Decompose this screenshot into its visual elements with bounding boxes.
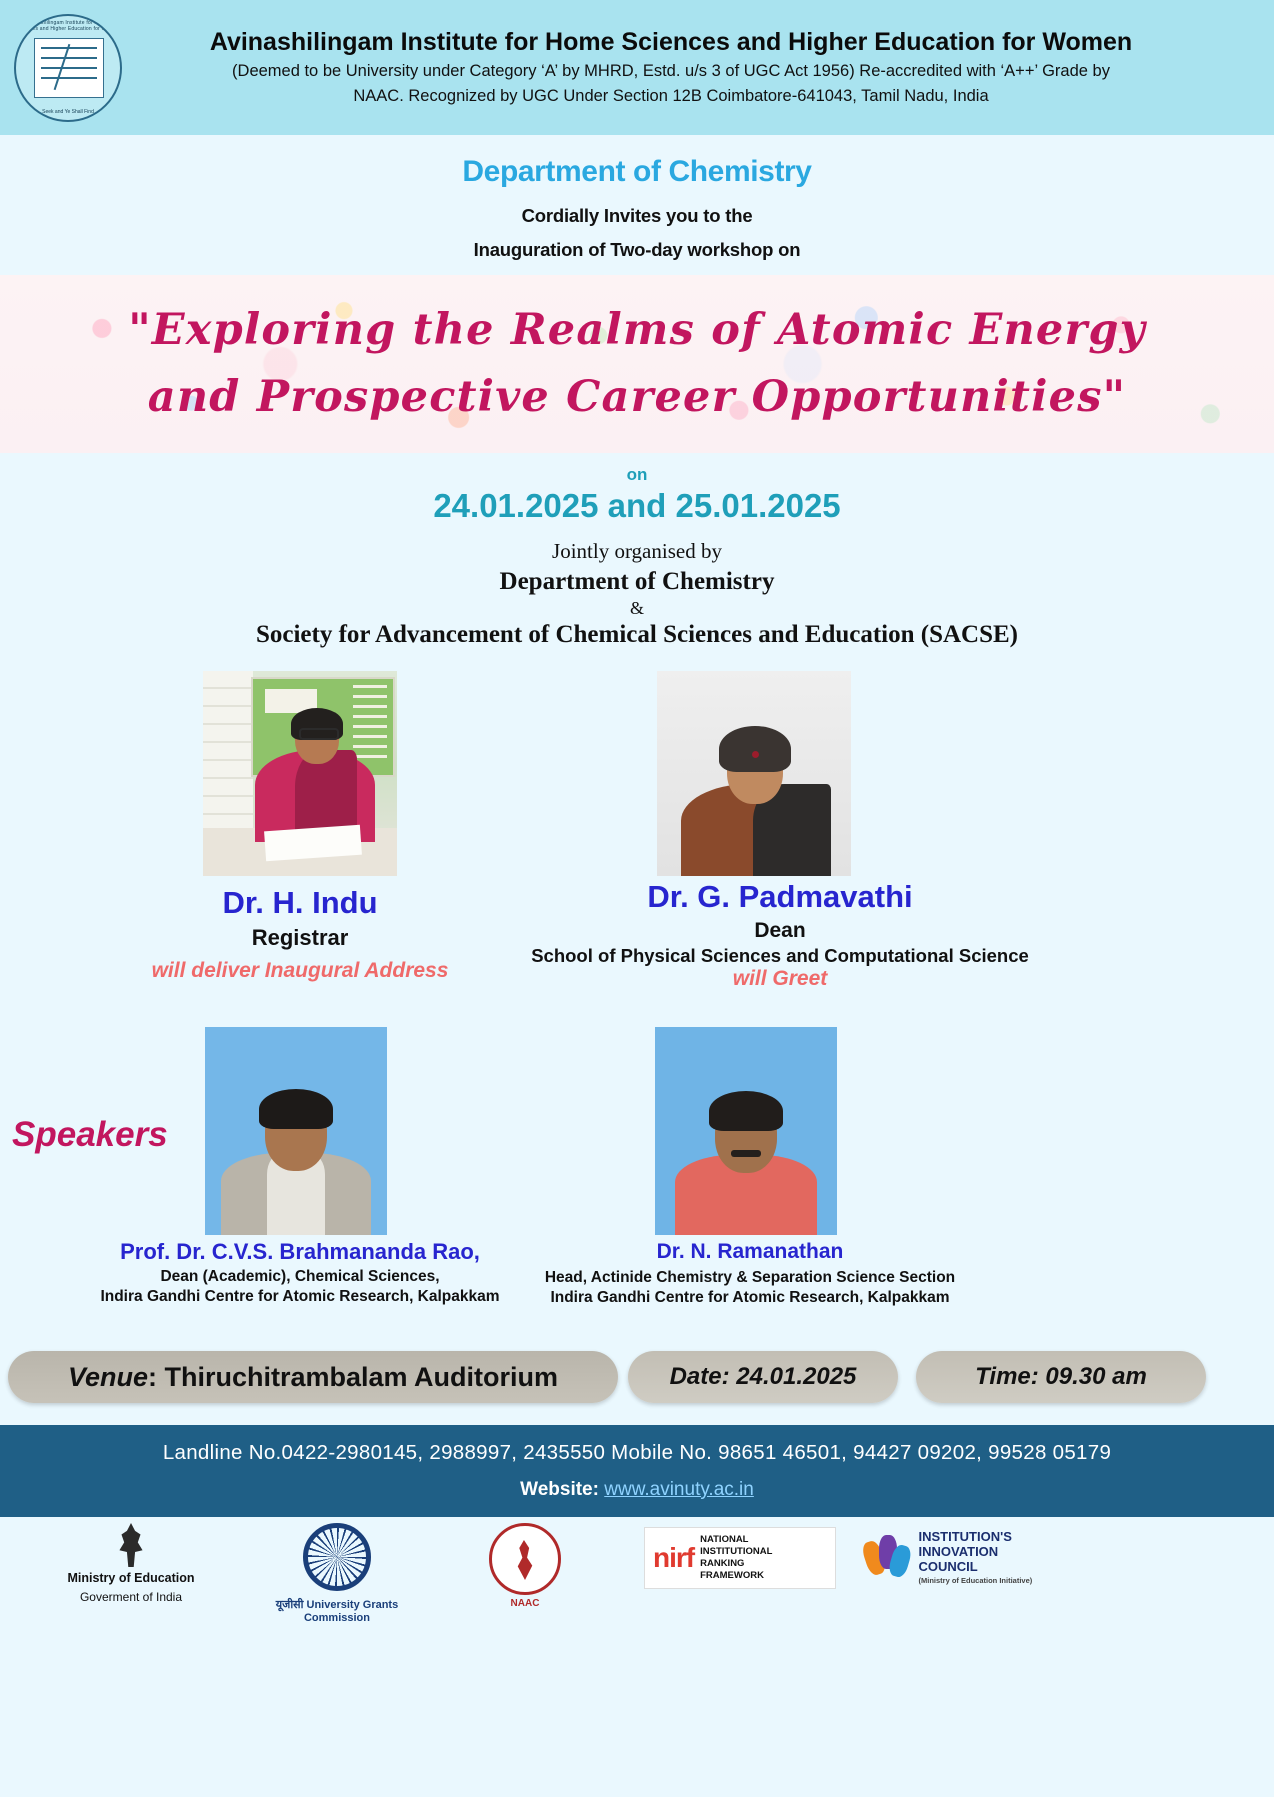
photo-dr-g-padmavathi bbox=[657, 671, 851, 876]
logo-top-text: Avinashilingam Institute for Home Sciences and Higher Education for Women bbox=[16, 19, 120, 32]
workshop-title-band bbox=[0, 275, 1274, 453]
university-logo-icon bbox=[14, 14, 122, 122]
speaker-name-2: Dr. N. Ramanathan bbox=[656, 1240, 844, 1263]
speaker-affiliation-1-line2: Indira Gandhi Centre for Atomic Research, Kalpakkam bbox=[100, 1288, 500, 1305]
photo-prof-brahmananda-rao bbox=[205, 1027, 387, 1235]
institute-name: Avinashilingam Institute for Home Sciences and Higher Education for Women bbox=[209, 27, 1133, 56]
nirf-line3: RANKING bbox=[700, 1558, 745, 1569]
naac-label: NAAC bbox=[510, 1598, 540, 1609]
poster-header bbox=[0, 0, 1274, 135]
speaker-name-1: Prof. Dr. C.V.S. Brahmananda Rao, bbox=[120, 1239, 480, 1264]
invite-line-2: Inauguration of Two-day workshop on bbox=[473, 239, 801, 260]
dignitary-name-2: Dr. G. Padmavathi bbox=[647, 879, 913, 914]
venue-value: : Thiruchitrambalam Auditorium bbox=[148, 1361, 559, 1392]
department-title: Department of Chemistry bbox=[462, 155, 812, 188]
logo-emblem bbox=[34, 38, 104, 98]
workshop-title-line-2: and Prospective Career Opportunities" bbox=[147, 372, 1127, 422]
footer-logos bbox=[0, 1517, 1274, 1645]
jointly-organised-label: Jointly organised by bbox=[552, 539, 722, 563]
iic-line1: INSTITUTION'S bbox=[918, 1529, 1012, 1545]
dignitary-role-2-line2: School of Physical Sciences and Computational Science bbox=[531, 945, 1029, 966]
ashoka-emblem-icon bbox=[114, 1523, 148, 1567]
nirf-line2: INSTITUTIONAL bbox=[700, 1546, 773, 1558]
dignitary-name-1: Dr. H. Indu bbox=[222, 885, 378, 920]
venue-pill bbox=[8, 1351, 618, 1403]
organiser-1: Department of Chemistry bbox=[499, 568, 775, 595]
iic-line4: (Ministry of Education Initiative) bbox=[918, 1576, 1033, 1586]
venue-label: Venue bbox=[67, 1361, 148, 1392]
photo-dr-h-indu bbox=[203, 671, 397, 876]
speaker-affiliation-2-line2: Indira Gandhi Centre for Atomic Research, Kalpakkam bbox=[550, 1289, 950, 1306]
iic-logo-icon bbox=[862, 1527, 1072, 1589]
nirf-line4: FRAMEWORK bbox=[700, 1569, 764, 1581]
speaker-affiliation-1-line1: Dean (Academic), Chemical Sciences, bbox=[160, 1268, 440, 1285]
website-label: Website: bbox=[520, 1479, 599, 1500]
header-text-block bbox=[122, 28, 1260, 107]
dignitary-role-1: Registrar bbox=[251, 925, 349, 950]
iic-line3: COUNCIL bbox=[918, 1559, 978, 1575]
ugc-logo-icon bbox=[262, 1523, 412, 1624]
logo-bottom-text: Seek and Ye Shall Find bbox=[42, 108, 94, 115]
ministry-label-line1: Ministry of Education bbox=[67, 1571, 195, 1585]
nirf-line1: NATIONAL bbox=[700, 1534, 749, 1546]
naac-seal-icon bbox=[489, 1523, 561, 1595]
time-pill: Time: 09.30 am bbox=[916, 1351, 1206, 1403]
dignitary-action-1: will deliver Inaugural Address bbox=[151, 959, 449, 982]
nirf-wordmark: nirf bbox=[653, 1542, 695, 1573]
speakers-row bbox=[0, 1027, 1274, 1347]
photo-dr-n-ramanathan bbox=[655, 1027, 837, 1235]
institute-subline-2: NAAC. Recognized by UGC Under Section 12B Coimbatore-641043, Tamil Nadu, India bbox=[353, 86, 989, 105]
naac-logo-icon bbox=[450, 1523, 600, 1609]
speakers-label: Speakers bbox=[12, 1115, 168, 1154]
organiser-2: Society for Advancement of Chemical Sciences and Education (SACSE) bbox=[255, 621, 1019, 648]
dignitary-role-2-line1: Dean bbox=[754, 919, 806, 942]
dignitaries-row bbox=[0, 671, 1274, 1021]
ministry-of-education-logo-icon bbox=[56, 1523, 206, 1604]
logistics-row bbox=[0, 1351, 1274, 1411]
organisers-block bbox=[0, 539, 1274, 649]
institute-subline-1: (Deemed to be University under Category ‘A’ by MHRD, Estd. u/s 3 of UGC Act 1956) Re-accredited with ‘A++’ Grade by bbox=[232, 61, 1110, 80]
iic-mark-icon bbox=[865, 1535, 911, 1581]
website-link[interactable]: www.avinuty.ac.in bbox=[604, 1479, 754, 1500]
ugc-wheel-icon bbox=[303, 1523, 371, 1591]
iic-line2: INNOVATION bbox=[918, 1544, 999, 1560]
ugc-label: यूजीसी University Grants Commission bbox=[275, 1599, 399, 1624]
event-dates: 24.01.2025 and 25.01.2025 bbox=[433, 487, 841, 524]
contact-website bbox=[520, 1479, 754, 1501]
speaker-affiliation-2-line1: Head, Actinide Chemistry & Separation Science Section bbox=[544, 1269, 956, 1286]
on-word: on bbox=[626, 465, 648, 484]
workshop-title-line-1: "Exploring the Realms of Atomic Energy bbox=[128, 305, 1146, 356]
invite-line-1: Cordially Invites you to the bbox=[521, 205, 753, 226]
contact-band bbox=[0, 1425, 1274, 1517]
dignitary-action-2: will Greet bbox=[732, 967, 828, 990]
date-pill: Date: 24.01.2025 bbox=[628, 1351, 898, 1403]
contact-phones: Landline No.0422-2980145, 2988997, 2435550 Mobile No. 98651 46501, 94427 09202, 99528 05179 bbox=[162, 1441, 1112, 1464]
ministry-label-line2: Goverment of India bbox=[79, 1590, 183, 1604]
nirf-logo-icon bbox=[640, 1527, 840, 1589]
organiser-ampersand: & bbox=[629, 598, 644, 618]
